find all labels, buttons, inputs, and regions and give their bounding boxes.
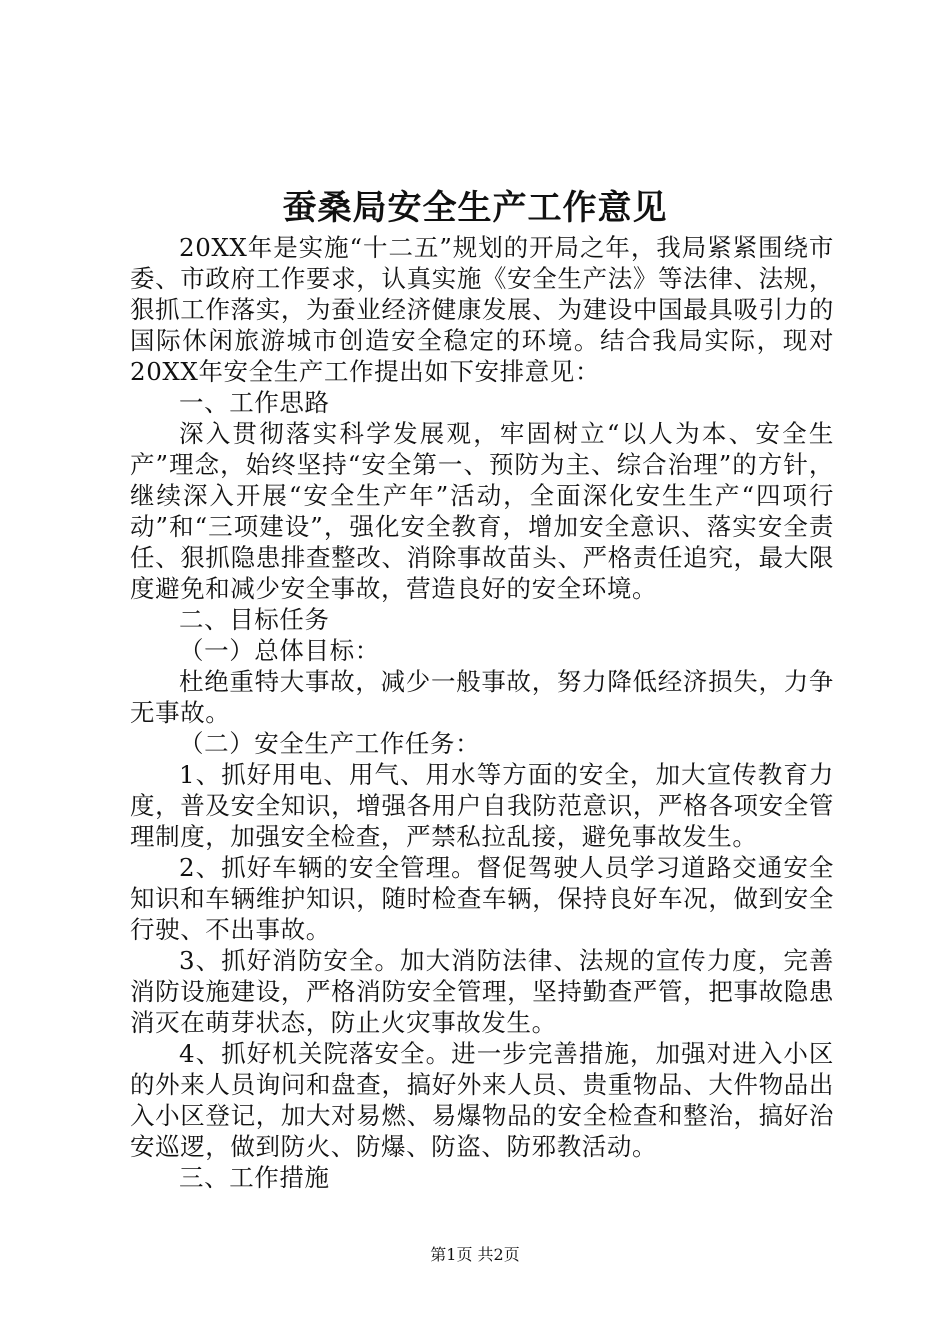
- subsection-heading-1: （一）总体目标：: [179, 636, 380, 665]
- page-footer: 第1页 共2页: [430, 1245, 520, 1264]
- intro-paragraph: 20XX年是实施“十二五”规划的开局之年，我局紧紧围绕市委、市政府工作要求，认真实施《安全生产法》等法律、法规，狠抓工作落实，为蚕业经济健康发展、为建设中国最具吸引力的国际休闲旅游城市创造安全稳定的环境。结合我局实际，现对20XX年安全生产工作提出如下安排意见：: [130, 233, 834, 386]
- task-item-4: 4、抓好机关院落安全。进一步完善措施，加强对进入小区的外来人员询问和盘查，搞好外来人员、贵重物品、大件物品出入小区登记，加大对易燃、易爆物品的安全检查和整治，搞好治安巡逻，做到防火、防爆、防盗、防邪教活动。: [130, 1039, 834, 1161]
- section-heading-3: 三、工作措施: [179, 1163, 330, 1192]
- section-1-paragraph: 深入贯彻落实科学发展观，牢固树立“以人为本、安全生产”理念，始终坚持“安全第一、预防为主、综合治理”的方针，继续深入开展“安全生产年”活动，全面深化安生生产“四项行动”和“三项建设”，强化安全教育，增加安全意识、落实安全责任、狠抓隐患排查整改、消除事故苗头、严格责任追究，最大限度避免和减少安全事故，营造良好的安全环境。: [130, 419, 834, 603]
- subsection-1-paragraph: 杜绝重特大事故，减少一般事故，努力降低经济损失，力争无事故。: [130, 667, 834, 727]
- document-title: 蚕桑局安全生产工作意见: [282, 188, 668, 228]
- section-heading-2: 二、目标任务: [179, 605, 330, 634]
- subsection-heading-2: （二）安全生产工作任务：: [179, 729, 481, 758]
- document-body: [130, 232, 834, 1193]
- task-item-2: 2、抓好车辆的安全管理。督促驾驶人员学习道路交通安全知识和车辆维护知识，随时检查车辆，保持良好车况，做到安全行驶、不出事故。: [130, 853, 834, 944]
- task-item-3: 3、抓好消防安全。加大消防法律、法规的宣传力度，完善消防设施建设，严格消防安全管理，坚持勤查严管，把事故隐患消灭在萌芽状态，防止火灾事故发生。: [130, 946, 834, 1037]
- section-heading-1: 一、工作思路: [179, 388, 330, 417]
- task-item-1: 1、抓好用电、用气、用水等方面的安全，加大宣传教育力度，普及安全知识，增强各用户自我防范意识，严格各项安全管理制度，加强安全检查，严禁私拉乱接，避免事故发生。: [130, 760, 834, 851]
